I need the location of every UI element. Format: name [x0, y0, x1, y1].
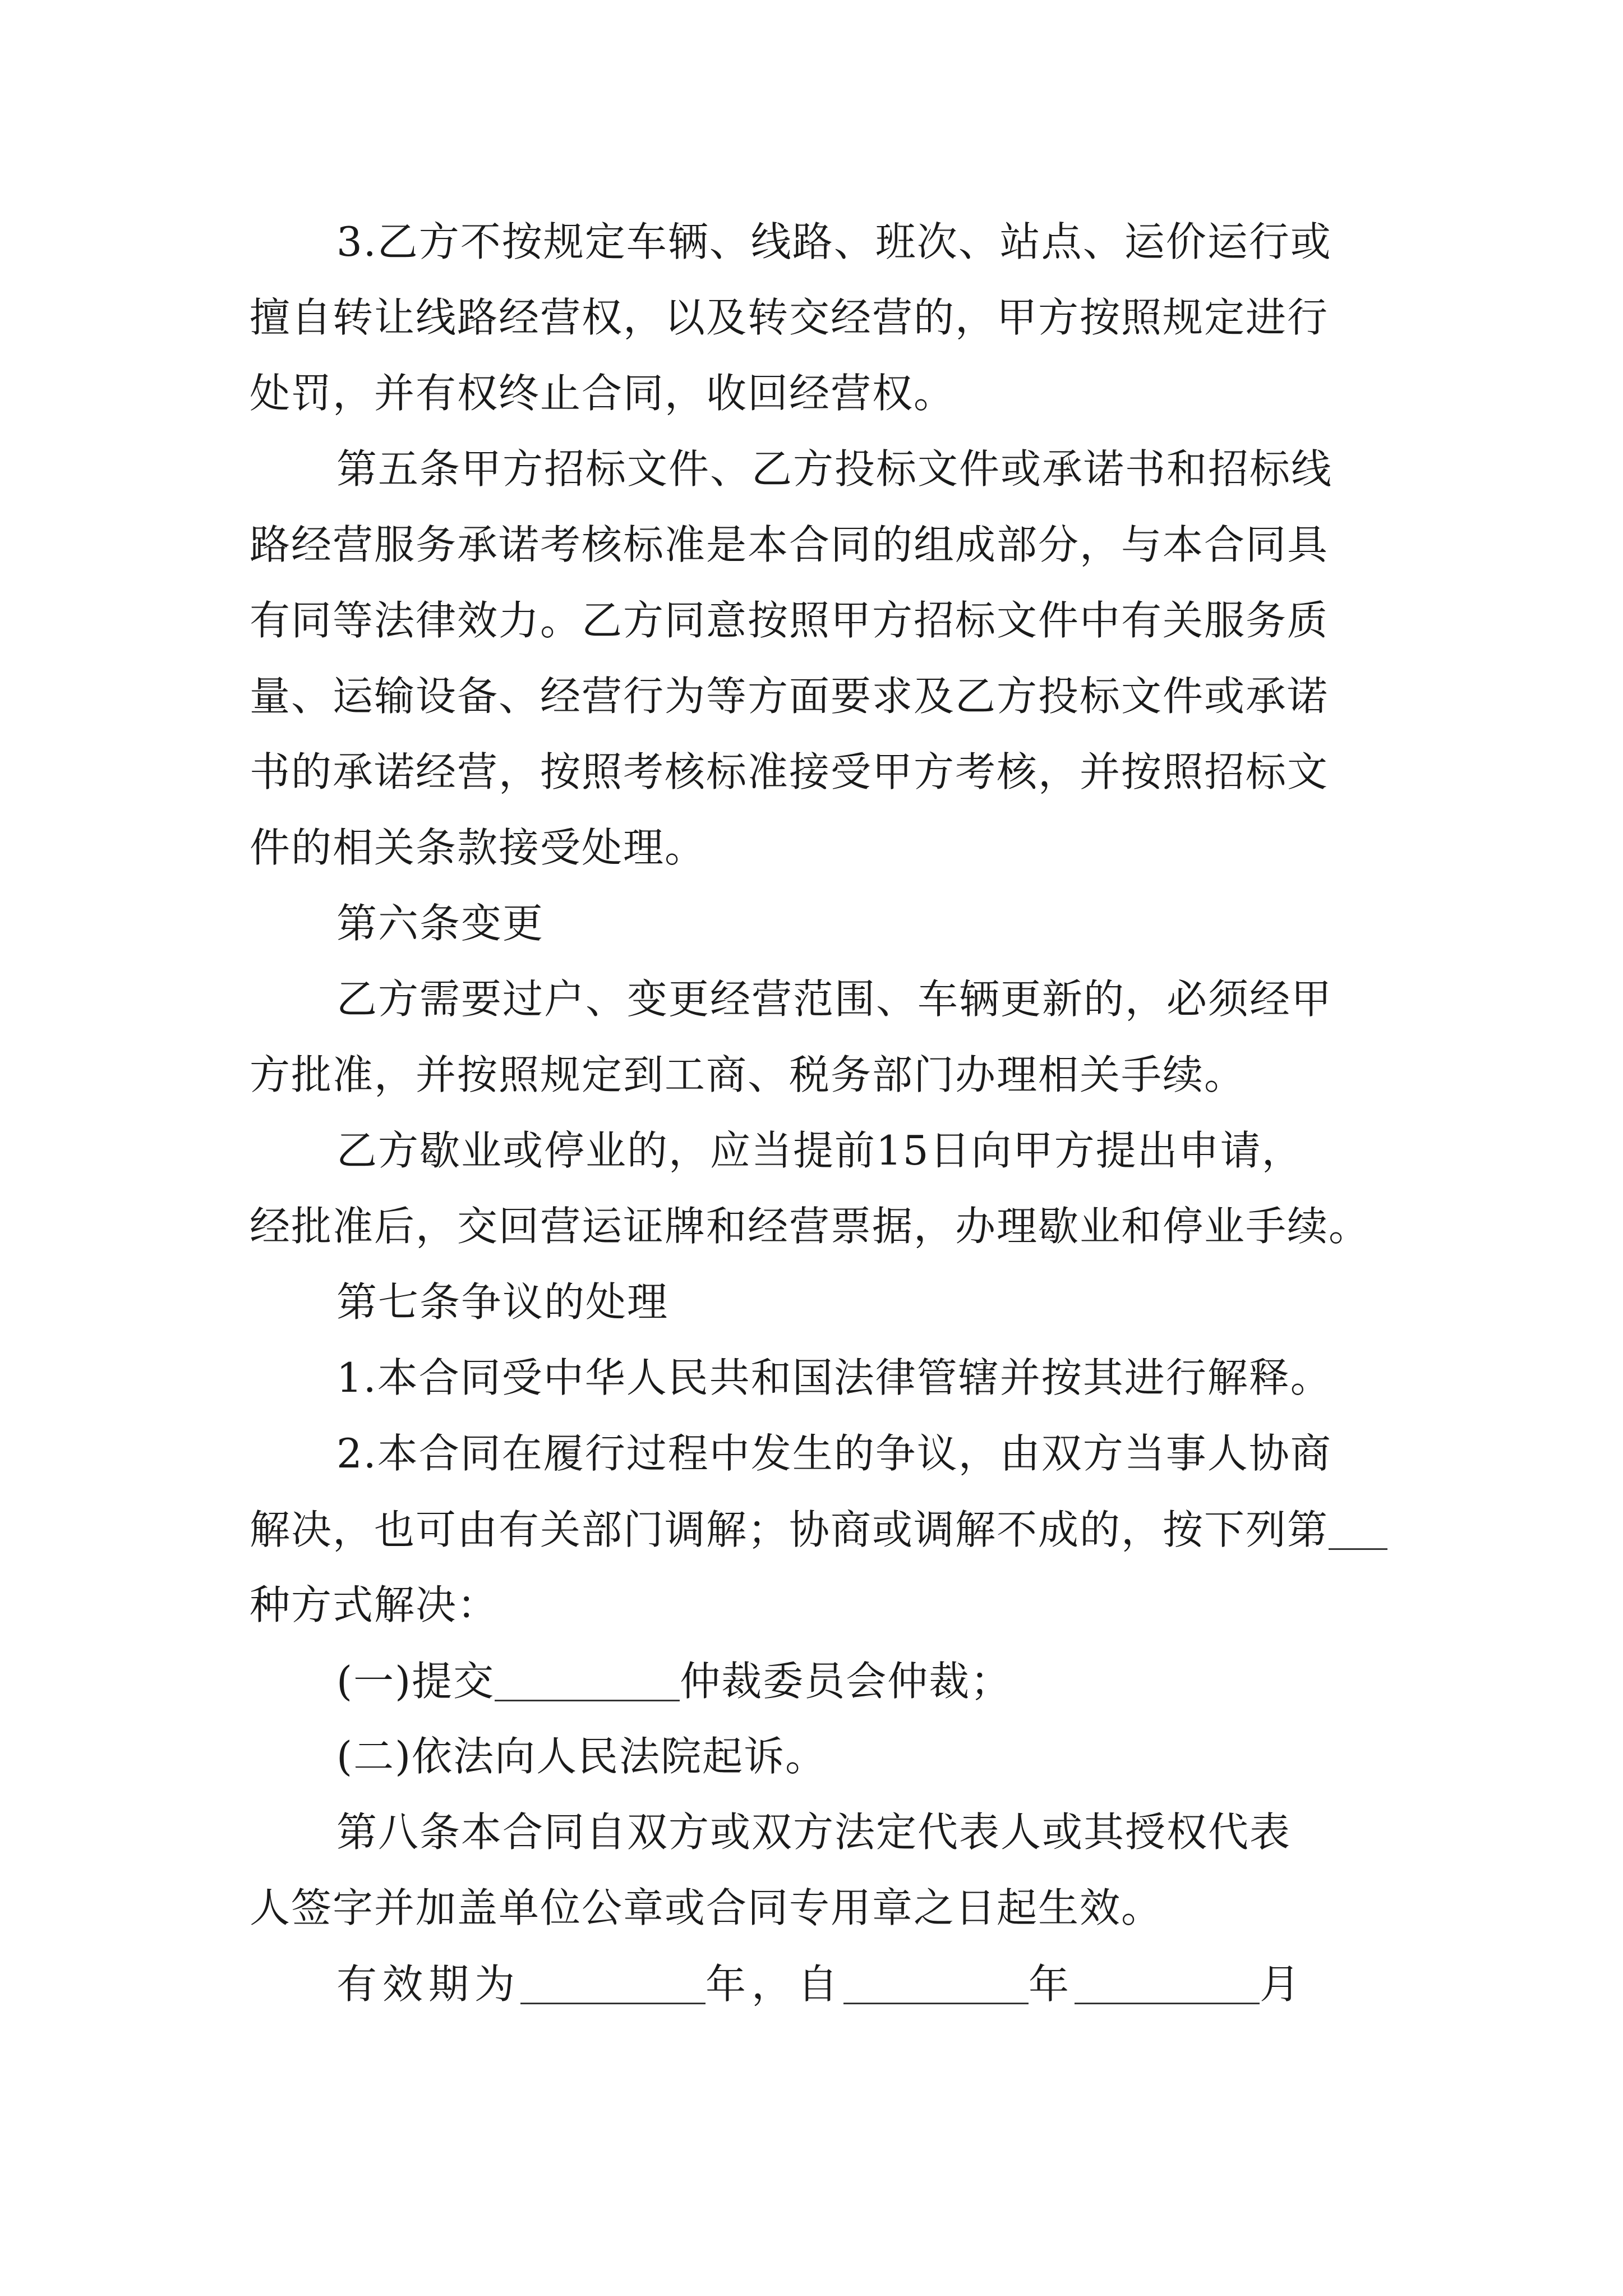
paragraph-line: 种方式解决：: [250, 1581, 499, 1628]
line-text: 仲裁委员会仲裁；: [680, 1658, 1012, 1705]
paragraph-line: [336, 1961, 1306, 2008]
line-text: (一)提交: [336, 1658, 495, 1705]
paragraph-line: 方批准，并按照规定到工商、税务部门办理相关手续。: [250, 1051, 1246, 1098]
paragraph-line: 人签字并加盖单位公章或合同专用章之日起生效。: [250, 1884, 1163, 1931]
fill-in-blank[interactable]: [843, 1963, 1029, 2004]
fill-in-blank[interactable]: [520, 1963, 706, 2004]
paragraph-line: [336, 1658, 1012, 1705]
paragraph-line: 有同等法律效力。乙方同意按照甲方招标文件中有关服务质: [250, 597, 1329, 644]
paragraph-line: [250, 1506, 1387, 1553]
paragraph-line: (二)依法向人民法院起诉。: [336, 1733, 827, 1780]
line-text: 有效期为: [336, 1961, 521, 2008]
paragraph-line: 第五条甲方招标文件、乙方投标文件或承诺书和招标线: [336, 445, 1333, 493]
paragraph-line: 3.乙方不按规定车辆、线路、班次、站点、运价运行或: [336, 218, 1332, 265]
paragraph-line: 乙方歇业或停业的，应当提前15日向甲方提出申请，: [336, 1127, 1303, 1174]
section-heading: 第七条争议的处理: [336, 1278, 669, 1326]
fill-in-blank[interactable]: [1075, 1963, 1260, 2004]
paragraph-line: 处罚，并有权终止合同，收回经营权。: [250, 370, 956, 417]
line-text: 年: [1029, 1961, 1075, 2008]
section-heading: 第六条变更: [336, 900, 545, 947]
fill-in-blank[interactable]: [1329, 1509, 1387, 1550]
paragraph-line: 第八条本合同自双方或双方法定代表人或其授权代表: [336, 1809, 1292, 1856]
line-text: 解决，也可由有关部门调解；协商或调解不成的，按下列第: [250, 1506, 1329, 1553]
line-text: 年，自: [706, 1961, 844, 2008]
paragraph-line: 路经营服务承诺考核标准是本合同的组成部分，与本合同具: [250, 521, 1329, 568]
paragraph-line: 乙方需要过户、变更经营范围、车辆更新的，必须经甲: [336, 976, 1333, 1023]
paragraph-line: 量、运输设备、经营行为等方面要求及乙方投标文件或承诺: [250, 673, 1329, 720]
paragraph-line: 2.本合同在履行过程中发生的争议，由双方当事人协商: [336, 1430, 1332, 1477]
paragraph-line: 件的相关条款接受处理。: [250, 824, 707, 871]
paragraph-line: 1.本合同受中华人民共和国法律管辖并按其进行解释。: [336, 1354, 1332, 1401]
line-text: 月: [1260, 1961, 1306, 2008]
fill-in-blank[interactable]: [495, 1660, 680, 1701]
paragraph-line: 书的承诺经营，按照考核标准接受甲方考核，并按照招标文: [250, 748, 1329, 795]
paragraph-line: 经批准后，交回营运证牌和经营票据，办理歇业和停业手续。: [250, 1203, 1371, 1250]
paragraph-line: 擅自转让线路经营权，以及转交经营的，甲方按照规定进行: [250, 294, 1329, 341]
